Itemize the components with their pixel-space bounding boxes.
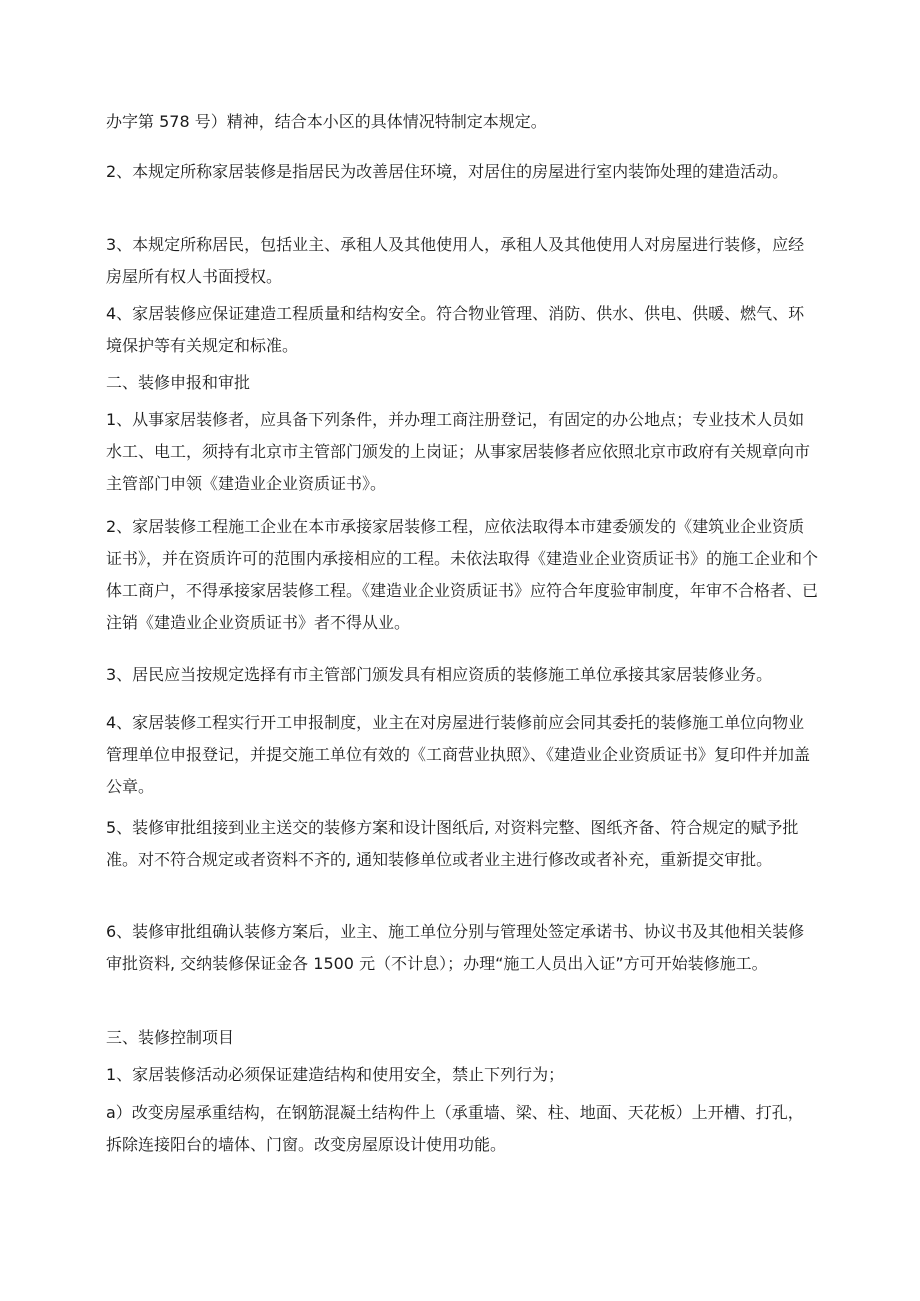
paragraph-s2-clause-3: 3、居民应当按规定选择有市主管部门颁发具有相应资质的装修施工单位承接其家居装修业务。 [106, 665, 773, 684]
paragraph-s3-clause-1: 1、家居装修活动必须保证建造结构和使用安全，禁止下列行为； [106, 1065, 565, 1084]
section-heading-2: 二、装修申报和审批 [106, 373, 251, 392]
paragraph-s3-item-a: a）改变房屋承重结构，在钢筋混凝土结构件上（承重墙、梁、柱、地面、天花板）上开槽、打孔，拆除连接阳台的墙体、门窗。改变房屋原设计使用功能。 [106, 1103, 804, 1154]
paragraph-s2-clause-2: 2、家居装修工程施工企业在本市承接家居装修工程，应依法取得本市建委颁发的《建筑业企业资质证书》，并在资质许可的范围内承接相应的工程。未依法取得《建造业企业资质证书》的施工企业和个体工商户，不得承接家居装修工程。《建造业企业资质证书》应符合年度验审制度，年审不合格者、已注销《建造业企业资质证书》者不得从业。 [106, 517, 819, 632]
paragraph-clause-3: 3、本规定所称居民，包括业主、承租人及其他使用人，承租人及其他使用人对房屋进行装修，应经房屋所有权人书面授权。 [106, 235, 805, 286]
paragraph-s2-clause-1: 1、从事家居装修者，应具备下列条件，并办理工商注册登记，有固定的办公地点；专业技术人员如水工、电工，须持有北京市主管部门颁发的上岗证；从事家居装修者应依照北京市政府有关规章向市主管部门申领《建造业企业资质证书》。 [106, 410, 811, 493]
section-heading-3: 三、装修控制项目 [106, 1028, 235, 1047]
paragraph-clause-4: 4、家居装修应保证建造工程质量和结构安全。符合物业管理、消防、供水、供电、供暖、燃气、环境保护等有关规定和标准。 [106, 304, 805, 355]
paragraph-clause-2: 2、本规定所称家居装修是指居民为改善居住环境，对居住的房屋进行室内装饰处理的建造活动。 [106, 162, 789, 181]
paragraph-s2-clause-6: 6、装修审批组确认装修方案后，业主、施工单位分别与管理处签定承诺书、协议书及其他相关装修审批资料, 交纳装修保证金各 1500 元（不计息）；办理“施工人员出入证”方可开始装修施工。 [106, 922, 805, 973]
paragraph-s2-clause-5: 5、装修审批组接到业主送交的装修方案和设计图纸后, 对资料完整、图纸齐备、符合规定的赋予批准。对不符合规定或者资料不齐的, 通知装修单位或者业主进行修改或者补充，重新提交审批。 [106, 818, 799, 869]
paragraph-s2-clause-4: 4、家居装修工程实行开工申报制度，业主在对房屋进行装修前应会同其委托的装修施工单位向物业管理单位申报登记，并提交施工单位有效的《工商营业执照》、《建造业企业资质证书》复印件并加盖公章。 [106, 713, 811, 796]
paragraph-intro-continued: 办字第 578 号）精神，结合本小区的具体情况特制定本规定。 [106, 112, 547, 131]
